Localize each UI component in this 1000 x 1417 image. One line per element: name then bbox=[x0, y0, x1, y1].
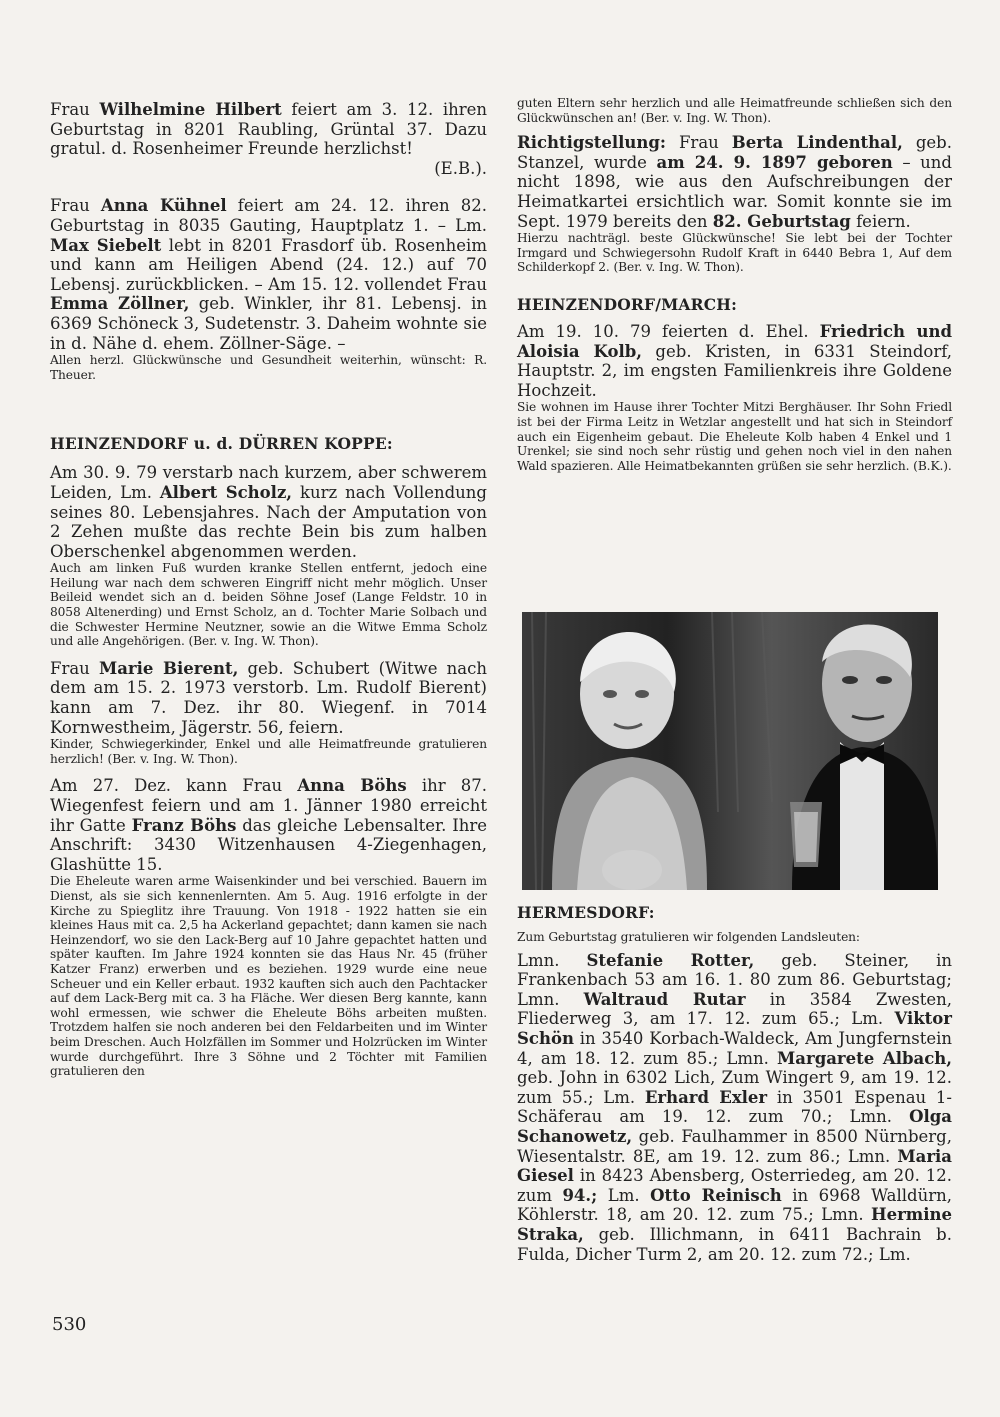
left-column bbox=[50, 100, 487, 1079]
continued-note: guten Eltern sehr herzlich und alle Heimatfreunde schließen sich den Glückwünschen an! (Ber. v. Ing. W. Thon). bbox=[517, 96, 952, 125]
photo-couple-image bbox=[522, 612, 938, 890]
section-heading-hermesdorf: HERMESDORF: bbox=[517, 903, 655, 922]
right-column bbox=[517, 96, 952, 473]
entry-hermesdorf-birthdays: Lmn. Stefanie Rotter, geb. Steiner, in Frankenbach 53 am 16. 1. 80 zum 86. Geburtstag; Lmn. Waltraud Rutar in 3584 Zwesten, Fliederweg 3, am 17. 12. zum 65.; Lm. Viktor Schön in 3540 Korbach-Waldeck, Am Jungfernstein 4, am 18. 12. zum 85.; Lmn. Margarete Albach, geb. John in 6302 Lich, Zum Wingert 9, am 19. 12. zum 55.; Lm. Erhard Exler in 3501 Espenau 1-Schäferau am 19. 12. zum 70.; Lmn. Olga Schanowetz, geb. Faulhammer in 8500 Nürnberg, Wiesentalstr. 8E, am 19. 12. zum 86.; Lmn. Maria Giesel in 8423 Abensberg, Osterriedeg, am 20. 12. zum 94.; Lm. Otto Reinisch in 6968 Walldürn, Köhlerstr. 18, am 20. 12. zum 75.; Lmn. Hermine Straka, geb. Illichmann, in 6411 Bachrain b. Fulda, Dicher Turm 2, am 20. 12. zum 72.; Lm. bbox=[517, 950, 952, 1264]
signature-eb: (E.B.). bbox=[434, 158, 487, 178]
entry-bierent: Frau Marie Bierent, geb. Schubert (Witwe nach dem am 15. 2. 1973 verstorb. Lm. Rudolf Bierent) kann am 7. Dez. ihr 80. Wiegenf. in 7014 Kornwestheim, Jägerstr. 56, feiern. bbox=[50, 658, 487, 737]
section-heading-heinzendorf-march: HEINZENDORF/MARCH: bbox=[517, 294, 738, 314]
page-number: 530 bbox=[52, 1314, 87, 1335]
entry-boehs-note: Die Eheleute waren arme Waisenkinder und bei verschied. Bauern im Dienst, als sie sich kennenlernten. Am 5. Aug. 1916 erfolgte in der Kirche zu Spieglitz ihre Trauung. Von 1918 - 1922 hatten sie ein kleines Haus mit ca. 2,5 ha Ackerland gepachtet; dann kamen sie nach Heinzendorf, wo sie den Lack-Berg auf 10 Jahre gepachtet hatten und später kauften. Im Jahre 1924 konnten sie das Haus Nr. 45 (früher Katzer Franz) erwerben und es beziehen. 1929 wurde eine neue Scheuer und ein Keller erbaut. 1932 kauften sich auch den Pachtacker auf dem Lack-Berg mit ca. 3 ha Fläche. Wer diesen Berg kannte, kann wohl ermessen, wie schwer die Eheleute Böhs arbeiten mußten. Trotzdem halfen sie noch anderen bei den Feldarbeiten und im Winter beim Dreschen. Auch Holzfällen im Sommer und Holzrücken im Winter wurde durchgeführt. Ihre 3 Söhne und 2 Töchter mit Familien gratulieren den bbox=[50, 874, 487, 1079]
entry-lindenthal: Richtigstellung: Frau Berta Lindenthal, geb. Stanzel, wurde am 24. 9. 1897 geboren – und nicht 1898, wie aus den Aufschreibungen der Heimatkartei ersichtlich war. Somit konnte sie im Sept. 1979 bereits den 82. Geburtstag feiern. bbox=[517, 133, 952, 231]
entry-scholz-note: Auch am linken Fuß wurden kranke Stellen entfernt, jedoch eine Heilung war nach dem schweren Eingriff nicht mehr möglich. Unser Beileid wendet sich an d. beiden Söhne Josef (Lange Feldstr. 10 in 8058 Altenerding) und Ernst Scholz, an d. Tochter Marie Solbach und die Schwester Hermine Neutzner, sowie an die Witwe Emma Scholz und alle Angehörigen. (Ber. v. Ing. W. Thon). bbox=[50, 561, 487, 649]
entry-kuehnel-note: Allen herzl. Glückwünsche und Gesundheit weiterhin, wünscht: R. Theuer. bbox=[50, 353, 487, 382]
photo-couple bbox=[522, 612, 938, 890]
entry-kolb: Am 19. 10. 79 feierten d. Ehel. Friedrich und Aloisia Kolb, geb. Kristen, in 6331 Steindorf, Hauptstr. 2, im engsten Familienkreis ihre Goldene Hochzeit. bbox=[517, 321, 953, 400]
entry-kuehnel: Frau Anna Kühnel feiert am 24. 12. ihren 82. Geburtstag in 8035 Gauting, Hauptplatz 1. – Lm. Max Siebelt lebt in 8201 Frasdorf üb. Rosenheim und kann am Heiligen Abend (24. 12.) auf 70 Lebensj. zurückblicken. – Am 15. 12. vollendet Frau Emma Zöllner, geb. Winkler, ihr 81. Lebensj. in 6369 Schöneck 3, Sudetenstr. 3. Daheim wohnte sie in d. Nähe d. ehem. Zöllner-Säge. – bbox=[50, 196, 488, 353]
entry-boehs: Am 27. Dez. kann Frau Anna Böhs ihr 87. Wiegenfest feiern und am 1. Jänner 1980 erreicht ihr Gatte Franz Böhs das gleiche Lebensalter. Ihre Anschrift: 3430 Witzenhausen 4-Ziegenhagen, Glashütte 15. bbox=[50, 776, 487, 874]
hermesdorf-section bbox=[517, 903, 952, 1264]
entry-lindenthal-note: Hierzu nachträgl. beste Glückwünsche! Sie lebt bei der Tochter Irmgard und Schwiegersohn Rudolf Kraft in 6440 Bebra 1, Auf dem Schilderkopf 2. (Ber. v. Ing. W. Thon). bbox=[517, 231, 952, 275]
entry-bierent-note: Kinder, Schwiegerkinder, Enkel und alle Heimatfreunde gratulieren herzlich! (Ber. v. Ing. W. Thon). bbox=[50, 737, 487, 766]
entry-kolb-note: Sie wohnen im Hause ihrer Tochter Mitzi Berghäuser. Ihr Sohn Friedl ist bei der Firma Leitz in Wetzlar angestellt und hat sich in Steindorf auch ein Eigenheim gebaut. Die Eheleute Kolb haben 4 Enkel und 1 Urenkel; sie sind noch sehr rüstig und gehen noch viel in den nahen Wald spazieren. Alle Heimatbekannten grüßen sie sehr herzlich. (B.K.). bbox=[517, 400, 952, 473]
entry-hilbert: Frau Wilhelmine Hilbert feiert am 3. 12. ihren Geburtstag in 8201 Raubling, Grüntal 37. Dazu gratul. d. Rosenheimer Freunde herzlichst! bbox=[50, 100, 487, 159]
hermesdorf-intro: Zum Geburtstag gratulieren wir folgenden Landsleuten: bbox=[517, 930, 860, 944]
entry-scholz: Am 30. 9. 79 verstarb nach kurzem, aber schwerem Leiden, Lm. Albert Scholz, kurz nach Vollendung seines 80. Lebensjahres. Nach der Amputation von 2 Zehen mußte das rechte Bein bis zum halben Oberschenkel abgenommen werden. bbox=[50, 463, 487, 561]
section-heading-heinzendorf-duerren-koppe: HEINZENDORF u. d. DÜRREN KOPPE: bbox=[50, 434, 393, 454]
